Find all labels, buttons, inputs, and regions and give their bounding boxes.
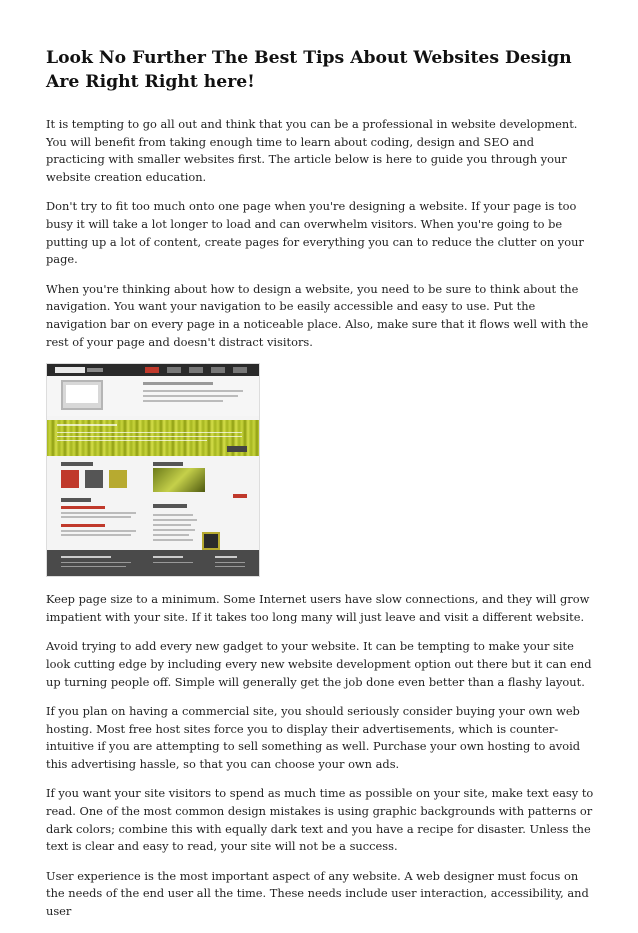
template-text-line [143,390,243,392]
paragraph: Avoid trying to add every new gadget to your website. It can be tempting to make your site look cutting edge by including every new website development option out there but it can end up turning people off. Simple will generally get the job done even better than a flashy layout. [46,639,592,689]
service-box [85,470,103,488]
template-footer-text [215,556,237,558]
template-footer-text [153,556,183,558]
template-text-line [143,395,238,397]
template-list-line [153,514,193,516]
template-logo-tagline [87,368,103,372]
template-footer [47,550,259,576]
template-banner-text [57,424,117,426]
template-list-line [153,524,191,526]
template-nav-item [167,367,181,373]
template-footer-text [215,562,245,563]
template-nav-item [211,367,225,373]
paragraph: When you're thinking about how to design a website, you need to be sure to think about the navigation. You want your navigation to be easily accessible and easy to use. Put the navigation bar on every page in a noticeable place. Also, make sure that it flows well with the rest of your page and doesn't distract visitors. [46,281,589,349]
template-banner-text [57,432,242,433]
template-footer-text [61,566,126,567]
template-list-line [153,534,189,536]
paragraph: Don't try to fit too much onto one page when you're designing a website. If your page is too busy it will take a lot longer to load and can overwhelm visitors. When you're going to be putting up a lot of content, create pages for everything you can to reduce the clutter on your page. [46,199,584,267]
template-nav-item [233,367,247,373]
template-header-bar [47,364,259,376]
book-graphic [202,532,220,550]
template-banner-text [57,436,242,437]
template-red-text [61,506,105,509]
template-section-heading [153,504,187,508]
template-section-heading [61,462,93,466]
template-text-line [61,530,136,532]
paragraph: User experience is the most important aspect of any website. A web designer must focus on the needs of the end user all the time. These needs include user interaction, accessibility, and user [46,868,589,919]
template-text-line [143,400,223,402]
template-footer-text [61,556,111,558]
service-box [61,470,79,488]
template-red-text [61,524,105,527]
template-footer-text [61,562,131,563]
template-text-line [61,516,131,518]
template-banner-button [227,446,247,452]
template-section-heading [61,498,91,502]
template-list-line [153,519,197,521]
laptop-graphic [61,380,103,410]
paragraph: It is tempting to go all out and think that you can be a professional in website development. You will benefit from taking enough time to learn about coding, design and SEO and practicing with smaller websites first. The article below is here to guide you through your website creation education. [46,117,578,184]
template-nav-item [189,367,203,373]
template-text-line [61,512,136,514]
paragraph: If you want your site visitors to spend as much time as possible on your site, make text easy to read. One of the most common design mistakes is using graphic backgrounds with patterns or dark colors; combine this with equally dark text and you have a recipe for disaster. Unless the text is clear and easy to read, your site will not be a success. [46,786,594,854]
template-list-line [153,539,193,541]
template-footer-text [153,562,193,563]
paragraph: If you plan on having a commercial site, you should seriously consider buying your own web hosting. Most free host sites force you to display their advertisements, which is counter-intuitive if you are attempting to sell something as well. Purchase your own hosting to avoid this advertising hassle, so that you can choose your own ads. [46,704,581,771]
template-text-line [143,382,213,385]
website-template-illustration [46,363,260,577]
template-nav-item [145,367,159,373]
featured-photo [153,468,205,492]
article-body [46,46,596,933]
article-title: Look No Further The Best Tips About Websites Design Are Right Right here! [46,48,572,92]
template-footer-text [215,566,245,567]
template-list-line [153,529,195,531]
template-logo [55,367,85,373]
template-red-button [233,494,247,498]
template-text-line [61,534,131,536]
template-banner-text [57,440,207,441]
service-box [109,470,127,488]
template-section-heading [153,462,183,466]
paragraph: Keep page size to a minimum. Some Internet users have slow connections, and they will grow impatient with your site. If it takes too long many will just leave and visit a different website. [46,592,590,624]
